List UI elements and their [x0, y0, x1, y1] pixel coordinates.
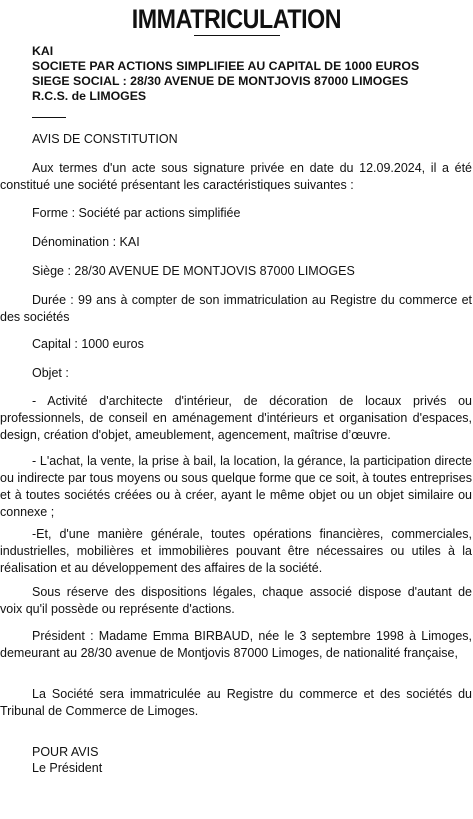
- registration-paragraph: La Société sera immatriculée au Registre du commerce et des sociétés du Tribunal de Commerce de Limoges.: [0, 687, 472, 718]
- object-paragraph-1: - Activité d'architecte d'intérieur, de décoration de locaux privés ou professionnels, de conseil en aménagement d'intérieurs et organisation d'espaces, design, création d'objet, ameublement, agencement, maîtrise d’œuvre.: [0, 394, 472, 442]
- company-denomination: Dénomination : KAI: [32, 235, 140, 249]
- company-form-capital: SOCIETE PAR ACTIONS SIMPLIFIEE AU CAPITAL DE 1000 EUROS: [32, 59, 420, 73]
- intro-paragraph: Aux termes d'un acte sous signature privée en date du 12.09.2024, il a été constitué une société présentant les caractéristiques suivantes :: [0, 161, 472, 192]
- document-title: IMMATRICULATION: [131, 4, 342, 34]
- rcs-registry: R.C.S. de LIMOGES: [32, 89, 147, 103]
- object-paragraph-2: - L'achat, la vente, la prise à bail, la location, la gérance, la participation directe ou indirecte par tous moyens ou sous quelque forme que ce soit, à toutes entreprises et à toutes sociétés créées ou à créer, ayant le même objet ou un objet similaire ou connexe ;: [0, 454, 472, 519]
- head-office: SIEGE SOCIAL : 28/30 AVENUE DE MONTJOVIS 87000 LIMOGES: [32, 74, 409, 88]
- company-form: Forme : Société par actions simplifiée: [32, 206, 241, 220]
- header-divider: [32, 117, 66, 118]
- company-name: KAI: [32, 44, 54, 58]
- notice-type: AVIS DE CONSTITUTION: [32, 132, 178, 146]
- company-capital: Capital : 1000 euros: [32, 337, 144, 351]
- company-seat: Siège : 28/30 AVENUE DE MONTJOVIS 87000 LIMOGES: [32, 264, 355, 278]
- object-label: Objet :: [32, 366, 69, 380]
- title-underline: [194, 35, 280, 36]
- object-paragraph-3: -Et, d'une manière générale, toutes opérations financières, commerciales, industrielles, mobilières et immobilières pouvant être nécessaires ou utiles à la réalisation et au développement des affaires de la société.: [0, 527, 472, 575]
- company-duration: Durée : 99 ans à compter de son immatriculation au Registre du commerce et des sociétés: [0, 293, 472, 324]
- signatory: Le Président: [32, 761, 103, 775]
- closing-text: POUR AVIS: [32, 745, 99, 759]
- voting-rights-paragraph: Sous réserve des dispositions légales, chaque associé dispose d'autant de voix qu'il possède ou représente d'actions.: [0, 585, 472, 616]
- president-paragraph: Président : Madame Emma BIRBAUD, née le 3 septembre 1998 à Limoges, demeurant au 28/30 avenue de Montjovis 87000 Limoges, de nationalité française,: [0, 629, 472, 660]
